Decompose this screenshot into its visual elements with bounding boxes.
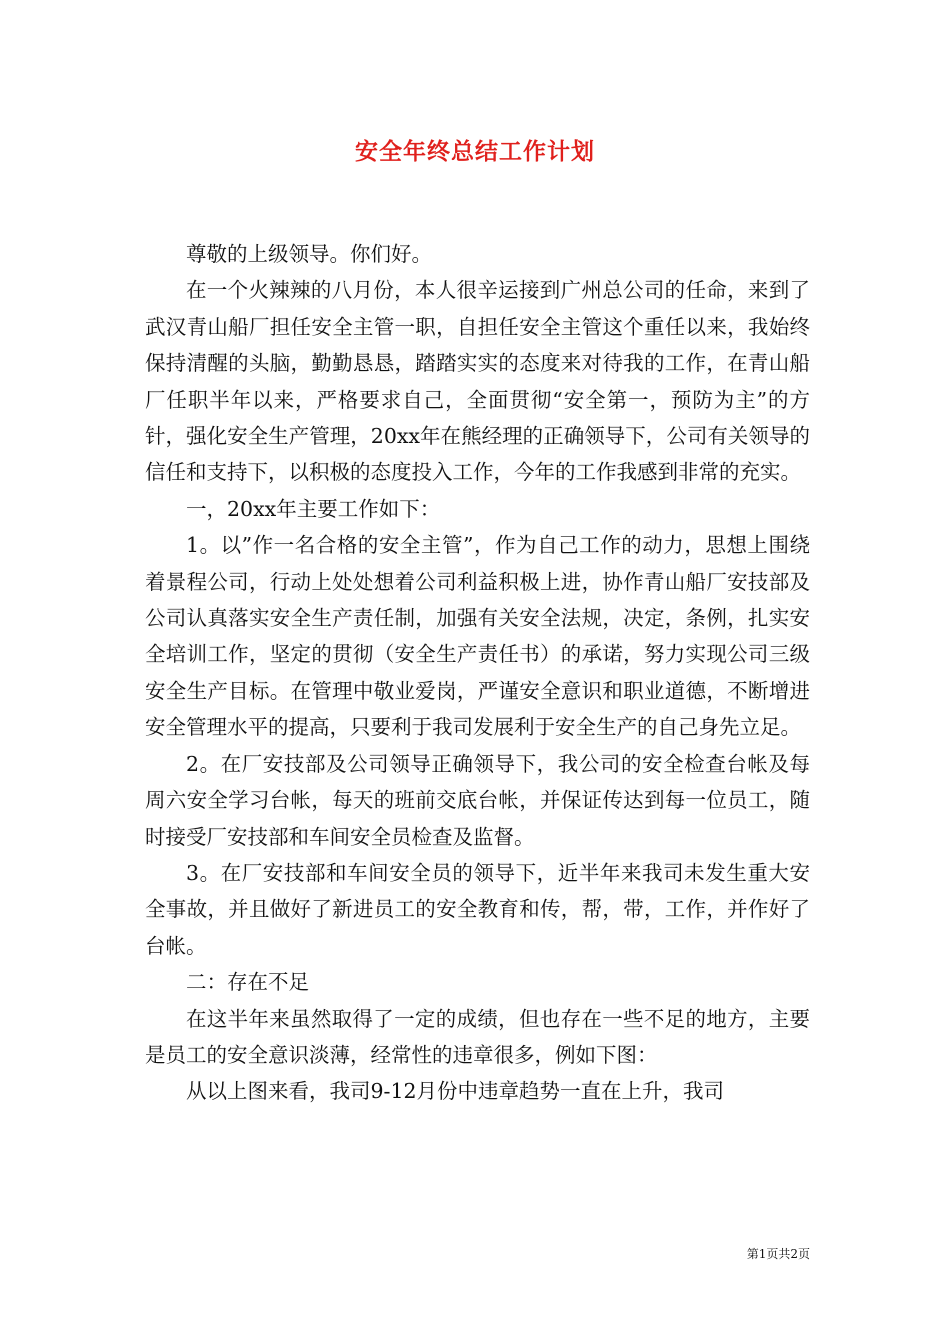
- document-body: [145, 236, 810, 1110]
- section-heading-shortcomings: 二：存在不足: [186, 970, 309, 995]
- paragraph-introduction: 在一个火辣辣的八月份，本人很辛运接到广州总公司的任命，来到了武汉青山船厂担任安全主管一职，自担任安全主管这个重任以来，我始终保持清醒的头脑，勤勤恳恳，踏踏实实的态度来对待我的工作，在青山船厂任职半年以来，严格要求自己，全面贯彻“安全第一，预防为主”的方针，强化安全生产管理，20xx年在熊经理的正确领导下，公司有关领导的信任和支持下，以积极的态度投入工作，今年的工作我感到非常的充实。: [145, 278, 810, 485]
- paragraph-item-2: 2。在厂安技部及公司领导正确领导下，我公司的安全检查台帐及每周六安全学习台帐，每天的班前交底台帐，并保证传达到每一位员工，随时接受厂安技部和车间安全员检查及监督。: [145, 751, 810, 849]
- page-number: 第1页共2页: [746, 1247, 810, 1261]
- paragraph-item-1: 1。以”作一名合格的安全主管”，作为自己工作的动力，思想上围绕着景程公司，行动上处处想着公司利益积极上进，协作青山船厂安技部及公司认真落实安全生产责任制，加强有关安全法规，决定，条例，扎实安全培训工作，坚定的贯彻（安全生产责任书）的承诺，努力实现公司三级安全生产目标。在管理中敬业爱岗，严谨安全意识和职业道德，不断增进安全管理水平的提高，只要利于我司发展利于安全生产的自己身先立足。: [145, 533, 810, 740]
- document-title: 安全年终总结工作计划: [355, 138, 595, 165]
- paragraph-greeting: 尊敬的上级领导。你们好。: [186, 242, 432, 266]
- paragraph-item-3: 3。在厂安技部和车间安全员的领导下，近半年来我司未发生重大安全事故，并且做好了新进员工的安全教育和传，帮，带，工作，并作好了台帐。: [145, 860, 810, 958]
- section-heading-main-work: 一，20xx年主要工作如下：: [186, 496, 441, 521]
- paragraph-shortcomings: 在这半年来虽然取得了一定的成绩，但也存在一些不足的地方，主要是员工的安全意识淡薄，经常性的违章很多，例如下图：: [145, 1006, 810, 1067]
- paragraph-trend: 从以上图来看，我司9-12月份中违章趋势一直在上升，我司: [186, 1079, 725, 1104]
